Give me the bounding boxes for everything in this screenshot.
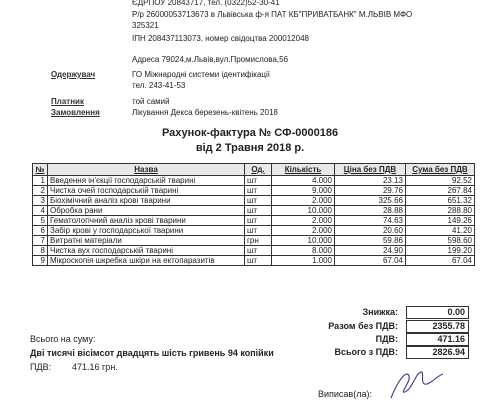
row-unit: шт xyxy=(245,256,272,266)
row-name: Чистка вух господарській тварині xyxy=(48,246,245,256)
supplier-bank-account: Р/р 26000053713673 в Львівська ф-я ПАТ КБ"ПРИВАТБАНК" М.ЛЬВІВ МФО xyxy=(132,10,413,19)
table-row xyxy=(33,206,475,216)
vat-value: 471.16 xyxy=(406,333,469,346)
row-name: Чистка очей господарській тварині xyxy=(48,186,245,196)
row-quantity: 2.000 xyxy=(272,226,335,236)
row-price: 74.63 xyxy=(335,216,406,226)
summary-label: Всього на суму: xyxy=(30,334,96,344)
row-sum: 199.20 xyxy=(406,246,475,256)
row-sum: 267.84 xyxy=(406,186,475,196)
discount-value: 0.00 xyxy=(406,306,469,319)
row-number: 9 xyxy=(33,256,48,266)
row-unit: шт xyxy=(245,176,272,186)
row-quantity: 8.000 xyxy=(272,246,335,256)
row-sum: 92.52 xyxy=(406,176,475,186)
header-price: Ціна без ПДВ xyxy=(335,164,406,176)
table-body xyxy=(33,176,475,266)
supplier-mfo: 325321 xyxy=(132,21,159,30)
row-name: Витратні матеріали xyxy=(48,236,245,246)
row-sum: 651.32 xyxy=(406,196,475,206)
row-price: 67.04 xyxy=(335,256,406,266)
table-row xyxy=(33,236,475,246)
recipient-label: Одержувач xyxy=(51,70,96,79)
header-no: № xyxy=(33,164,48,176)
supplier-address: Адреса 79024,м.Львів,вул.Промислова,56 xyxy=(132,55,289,64)
payer-value: той самий xyxy=(132,97,170,106)
invoice-title: Рахунок-фактура № СФ-0000186 xyxy=(161,127,339,139)
row-name: Забір крові у господарської тварини xyxy=(48,226,245,236)
row-quantity: 10.000 xyxy=(272,206,335,216)
row-number: 6 xyxy=(33,226,48,236)
row-name: Біохімічний аналіз крові тварини xyxy=(48,196,245,206)
signature-scribble xyxy=(385,368,445,400)
row-number: 1 xyxy=(33,176,48,186)
payer-label: Платник xyxy=(51,97,84,106)
row-unit: шт xyxy=(245,196,272,206)
row-number: 7 xyxy=(33,236,48,246)
row-unit: грн xyxy=(245,236,272,246)
row-number: 8 xyxy=(33,246,48,256)
discount-label: Знижка: xyxy=(362,307,398,317)
row-sum: 41.20 xyxy=(406,226,475,236)
row-name: Обробка рани xyxy=(48,206,245,216)
invoice-date: від 2 Травня 2018 р. xyxy=(195,142,305,154)
table-row xyxy=(33,246,475,256)
row-name: Гематологічний аналіз крові тварини xyxy=(48,216,245,226)
summary-vat-value: 471.16 грн. xyxy=(72,362,118,372)
row-quantity: 2.000 xyxy=(272,196,335,206)
summary-vat-label: ПДВ: xyxy=(30,362,52,372)
header-name: Назва xyxy=(48,164,245,176)
row-unit: шт xyxy=(245,226,272,236)
row-number: 4 xyxy=(33,206,48,216)
row-price: 20.60 xyxy=(335,226,406,236)
row-unit: шт xyxy=(245,206,272,216)
row-quantity: 10.000 xyxy=(272,236,335,246)
items-table xyxy=(32,163,475,266)
table-row xyxy=(33,186,475,196)
table-row xyxy=(33,216,475,226)
table-row xyxy=(33,196,475,206)
order-value: Лікування Декса березень-квітень 2018 xyxy=(132,108,278,117)
row-name: Мікроскопія шкребка шкіри на ектопаразитів xyxy=(48,256,245,266)
row-price: 28.88 xyxy=(335,206,406,216)
row-unit: шт xyxy=(245,186,272,196)
header-unit: Од. xyxy=(245,164,272,176)
row-price: 325.66 xyxy=(335,196,406,206)
row-name: Введення ін'єкції господарській тварині xyxy=(48,176,245,186)
table-row xyxy=(33,256,475,266)
header-sum: Сума без ПДВ xyxy=(406,164,475,176)
row-sum: 149.26 xyxy=(406,216,475,226)
signature-label: Виписав(ла): xyxy=(318,389,372,399)
table-header-row xyxy=(33,164,475,176)
row-quantity: 2.000 xyxy=(272,216,335,226)
vat-label: ПДВ: xyxy=(375,334,398,344)
row-number: 2 xyxy=(33,186,48,196)
row-price: 23.13 xyxy=(335,176,406,186)
row-number: 3 xyxy=(33,196,48,206)
row-quantity: 1.000 xyxy=(272,256,335,266)
row-price: 24.90 xyxy=(335,246,406,256)
supplier-ipn: ІПН 208437113073, номер свідоцтва 200012048 xyxy=(132,34,309,43)
row-quantity: 4.000 xyxy=(272,176,335,186)
recipient-phone: тел. 243-41-53 xyxy=(132,81,186,90)
row-sum: 288.80 xyxy=(406,206,475,216)
summary-amount-words: Дві тисячі вісімсот двадцять шість гривень 94 копійки xyxy=(30,348,274,358)
order-label: Замовлення xyxy=(51,108,100,117)
recipient-name: ГО Міжнародні системи ідентифікації xyxy=(132,70,270,79)
row-number: 5 xyxy=(33,216,48,226)
total-without-vat-label: Разом без ПДВ: xyxy=(328,321,398,331)
header-qty: Кількість xyxy=(272,164,335,176)
row-sum: 598.60 xyxy=(406,236,475,246)
row-sum: 67.04 xyxy=(406,256,475,266)
row-unit: шт xyxy=(245,216,272,226)
total-with-vat-value: 2826.94 xyxy=(406,346,469,359)
row-unit: шт xyxy=(245,246,272,256)
total-with-vat-label: Всього з ПДВ: xyxy=(334,347,398,357)
row-price: 59.86 xyxy=(335,236,406,246)
total-without-vat-value: 2355.78 xyxy=(406,320,469,333)
table-row xyxy=(33,226,475,236)
table-row xyxy=(33,176,475,186)
supplier-edrpou: ЄДРПОУ 20843717, тел. (0322)52-30-41 xyxy=(132,0,280,7)
row-quantity: 9.000 xyxy=(272,186,335,196)
row-price: 29.76 xyxy=(335,186,406,196)
